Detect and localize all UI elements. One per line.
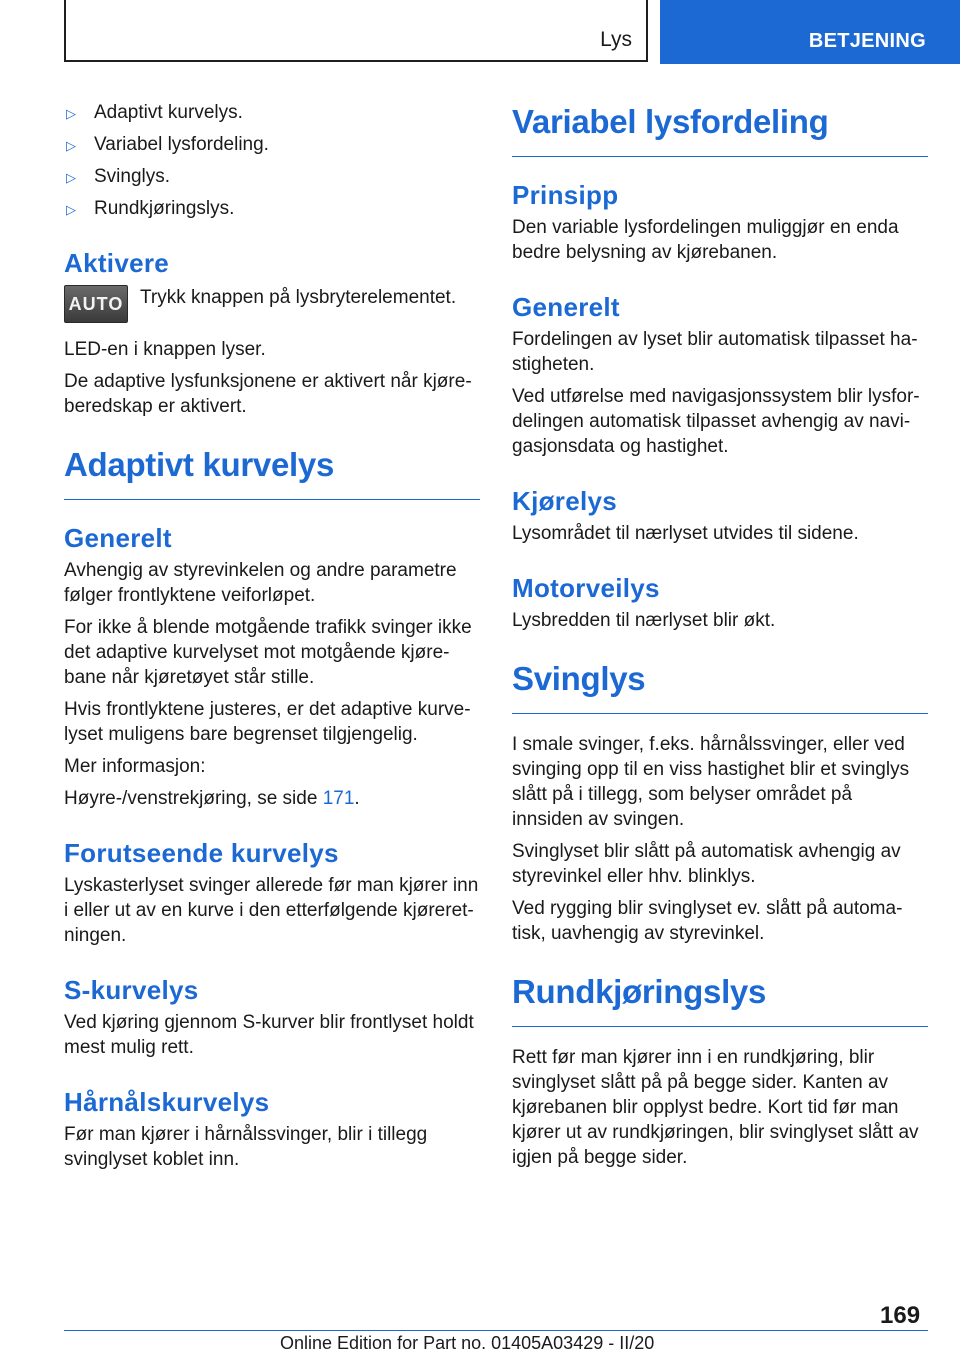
- heading-forutseende-kurvelys: Forutseende kurvelys: [64, 838, 339, 868]
- section-title-rundkjoringslys: Rundkjøringslys: [512, 970, 928, 1027]
- left-column: [64, 100, 480, 1179]
- function-list: [64, 100, 480, 221]
- paragraph: Hvis frontlyktene justeres, er det adaptive kurvelyset muligens bare begrenset tilgjengelig.: [64, 699, 471, 745]
- list-item: ▷ Variabel lysfordeling.: [64, 132, 480, 157]
- paragraph: Avhengig av styrevinkelen og andre parametre følger frontlyktene veiforløpet.: [64, 560, 457, 606]
- footer-divider: [64, 1330, 928, 1331]
- paragraph: Den variable lysfordelingen muliggjør en enda bedre belysning av kjørebanen.: [512, 217, 899, 263]
- paragraph: For ikke å blende motgående trafikk svinger ikke det adaptive kurvelyset mot motgående kjørebane når kjøretøyet står stille.: [64, 617, 472, 688]
- paragraph-page-reference: Høyre-/venstrekjøring, se side 171.: [64, 788, 360, 809]
- paragraph: LED-en i knappen lyser.: [64, 339, 266, 360]
- header-chapter-title: BETJENING: [808, 30, 926, 52]
- paragraph: Mer informasjon:: [64, 756, 206, 777]
- header-section-title: Lys: [600, 28, 632, 51]
- heading-prinsipp: Prinsipp: [512, 180, 619, 210]
- page-number: 169: [880, 1302, 921, 1329]
- auto-button-icon: AUTO: [64, 285, 128, 323]
- heading-harnalskurvelys: Hårnålskurvelys: [64, 1087, 270, 1117]
- heading-generelt: Generelt: [512, 292, 620, 322]
- paragraph: I smale svinger, f.eks. hårnålssvinger, eller ved svinging opp til en viss hastighet blir et svinglys slått på i tillegg, som belyser området på innsiden av svingen.: [512, 734, 910, 830]
- section-title-variabel-lysfordeling: Variabel lysfordeling: [512, 100, 928, 157]
- paragraph: Lysbredden til nærlyset blir økt.: [512, 610, 776, 631]
- list-item: ▷ Svinglys.: [64, 164, 480, 189]
- page-link[interactable]: 171: [322, 788, 355, 809]
- paragraph: Ved rygging blir svinglyset ev. slått på automatisk, uavhengig av styrevinkel.: [512, 898, 903, 944]
- auto-button-row: [64, 285, 480, 323]
- list-item: ▷ Rundkjøringslys.: [64, 196, 480, 221]
- paragraph: Før man kjører i hårnålssvinger, blir i tillegg svinglyset koblet inn.: [64, 1124, 428, 1170]
- section-title-adaptivt-kurvelys: Adaptivt kurvelys: [64, 443, 480, 500]
- triangle-bullet-icon: ▷: [66, 202, 76, 217]
- paragraph: Ved kjøring gjennom S-kurver blir frontlyset holdt mest mulig rett.: [64, 1012, 474, 1058]
- paragraph: Ved utførelse med navigasjonssystem blir lysfordelingen automatisk tilpasset avhengig av navigasjonsdata og hastighet.: [512, 386, 920, 457]
- heading-s-kurvelys: S-kurvelys: [64, 975, 199, 1005]
- heading-kjorelys: Kjørelys: [512, 486, 618, 516]
- footer-edition-text: Online Edition for Part no. 01405A03429 - II/20: [280, 1333, 655, 1353]
- header-section-box: [64, 0, 648, 62]
- section-title-svinglys: Svinglys: [512, 657, 928, 714]
- triangle-bullet-icon: ▷: [66, 106, 76, 121]
- heading-motorveilys: Motorveilys: [512, 573, 660, 603]
- paragraph: Lyskasterlyset svinger allerede før man kjører inn i eller ut av en kurve i den etterfølgende kjøreretningen.: [64, 875, 479, 946]
- right-column: [512, 100, 928, 1177]
- paragraph: Rett før man kjører inn i en rundkjøring, blir svinglyset slått på på begge sider. Kanten av kjørebanen blir opplyst bedre. Kort tid før man kjører ut av rundkjøringen, blir svinglyset slått av igjen på begge sider.: [512, 1047, 919, 1168]
- triangle-bullet-icon: ▷: [66, 170, 76, 185]
- header-chapter-tab[interactable]: [660, 0, 960, 64]
- triangle-bullet-icon: ▷: [66, 138, 76, 153]
- paragraph: Lysområdet til nærlyset utvides til sidene.: [512, 523, 859, 544]
- heading-aktivere: Aktivere: [64, 248, 170, 278]
- heading-generelt: Generelt: [64, 523, 172, 553]
- paragraph: Fordelingen av lyset blir automatisk tilpasset hastigheten.: [512, 329, 918, 375]
- paragraph: Svinglyset blir slått på automatisk avhengig av styrevinkel eller hhv. blinklys.: [512, 841, 901, 887]
- paragraph: De adaptive lysfunksjonene er aktivert når kjøreberedskap er aktivert.: [64, 371, 472, 417]
- list-item: ▷ Adaptivt kurvelys.: [64, 100, 480, 125]
- paragraph: Trykk knappen på lysbryterelementet.: [140, 287, 457, 308]
